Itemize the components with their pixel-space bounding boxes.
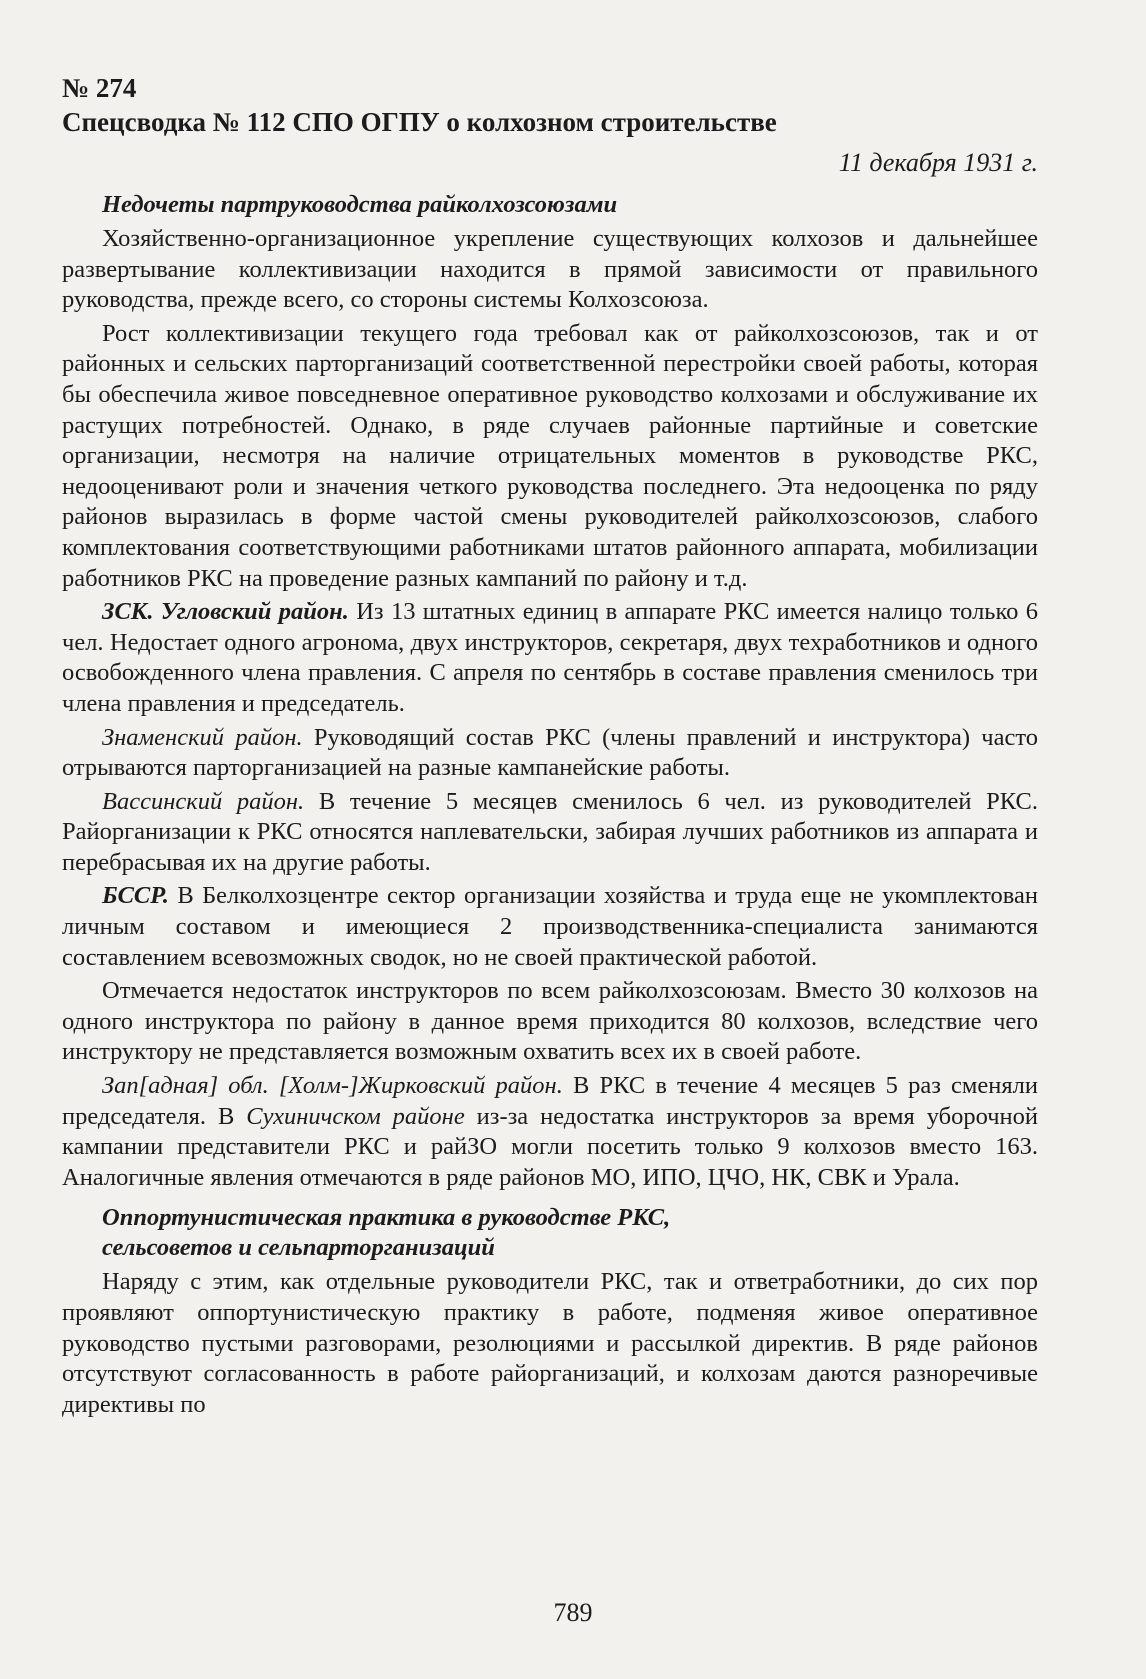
paragraph-text: Наряду с этим, как отдельные руководители РКС, так и ответработники, до сих пор проявляют оппортунистическую практику в работе, подменяя живое оперативное руководство пустыми разговорами, резолюциями и рассылкой директив. В ряде районов отсутствуют согласованность в работе райорганизаций, и колхозам даются разноречивые директивы по <box>62 1268 1038 1418</box>
paragraph-vassinsky <box>62 787 1038 879</box>
section-heading-2-line2: сельсоветов и сельпарторганизаций <box>102 1234 495 1262</box>
section-heading-2 <box>62 1203 1038 1263</box>
paragraph-text-continued: из-за недостатка инструкторов за время уборочной кампании представители РКС и райЗО могли посетить только 9 колхозов вместо 163. Аналогичные явления отмечаются в ряде районов МО, ИПО, ЦЧО, НК, СВК и Урала. <box>62 1102 1038 1191</box>
paragraph-text: Из 13 штатных единиц в аппарате РКС имеется налицо только 6 чел. Недостает одного агронома, двух инструкторов, секретаря, двух техработников и одного освобожденного члена правления. С апреля по сентябрь в составе правления сменилось три члена правления и председатель. <box>62 598 1038 717</box>
paragraph-text: В течение 5 месяцев сменилось 6 чел. из руководителей РКС. Райорганизации к РКС относятся наплевательски, забирая лучших работников из аппарата и перебрасывая их на другие работы. <box>62 787 1038 876</box>
paragraph-text: Руководящий состав РКС (члены правлений и инструктора) часто отрываются парторганизацией на разные кампанейские работы. <box>62 723 1038 782</box>
paragraph-instructors <box>62 976 1038 1068</box>
paragraph-text: Рост коллективизации текущего года требовал как от райколхозсоюзов, так и от районных и сельских парторганизаций соответственной перестройки своей работы, которая бы обеспечила живое повседневное оперативное руководство колхозами и обслуживание их растущих потребностей. Однако, в ряде случаев районные партийные и советские организации, несмотря на наличие отрицательных моментов в руководстве РКС, недооценивают роли и значения четкого руководства последнего. Эта недооценка по ряду районов выразилась в форме частой смены руководителей райколхозсоюзов, слабого комплектования соответствующими работниками штатов районного аппарата, мобилизации работников РКС на проведение разных кампаний по району и т.д. <box>62 319 1038 592</box>
paragraph-opportunism <box>62 1267 1038 1420</box>
paragraph-zapadnaya <box>62 1071 1038 1193</box>
paragraph-text: В Белколхозцентре сектор организации хозяйства и труда еще не укомплектован личным составом и имеющиеся 2 производственника-специалиста занимаются составлением всевозможных сводок, но не своей практической работой. <box>62 882 1038 971</box>
region-name: Зап[адная] обл. [Холм-]Жирковский район. <box>102 1072 563 1100</box>
document-date: 11 декабря 1931 г. <box>838 148 1038 177</box>
page-number: 789 <box>553 1598 593 1627</box>
paragraph-text: Отмечается недостаток инструкторов по всем райколхозсоюзам. Вместо 30 колхозов на одного инструктора по району в данное время приходится 80 колхозов, вследствие чего инструктору не представляется возможным охватить всех их в своей работе. <box>62 977 1038 1066</box>
region-name-secondary: Сухиничском районе <box>246 1102 465 1130</box>
section-heading-2-line1: Оппортунистическая практика в руководстве РКС, <box>102 1204 671 1232</box>
paragraph-bssr <box>62 881 1038 973</box>
paragraph-znamensky <box>62 723 1038 784</box>
paragraph-2 <box>62 319 1038 594</box>
section-heading-1: Недочеты партруководства райколхозсоюзами <box>102 191 618 218</box>
paragraph-text: В РКС в течение 4 месяцев 5 раз сменяли председателя. В <box>62 1072 1038 1130</box>
paragraph-text: Хозяйственно-организационное укрепление существующих колхозов и дальнейшее развертывание коллективизации находится в прямой зависимости от правильного руководства, прежде всего, со стороны системы Колхозсоюза. <box>62 225 1038 314</box>
region-name: Знаменский район. <box>102 723 303 751</box>
region-name: ЗСК. Угловский район. <box>102 598 349 626</box>
region-name: БССР. <box>102 882 169 910</box>
paragraph-1 <box>62 224 1038 316</box>
document-page <box>62 72 1038 1423</box>
document-number: № 274 <box>62 73 137 103</box>
region-name: Вассинский район. <box>102 787 305 815</box>
paragraph-zsk <box>62 597 1038 719</box>
document-title: Спецсводка № 112 СПО ОГПУ о колхозном строительстве <box>62 107 777 137</box>
